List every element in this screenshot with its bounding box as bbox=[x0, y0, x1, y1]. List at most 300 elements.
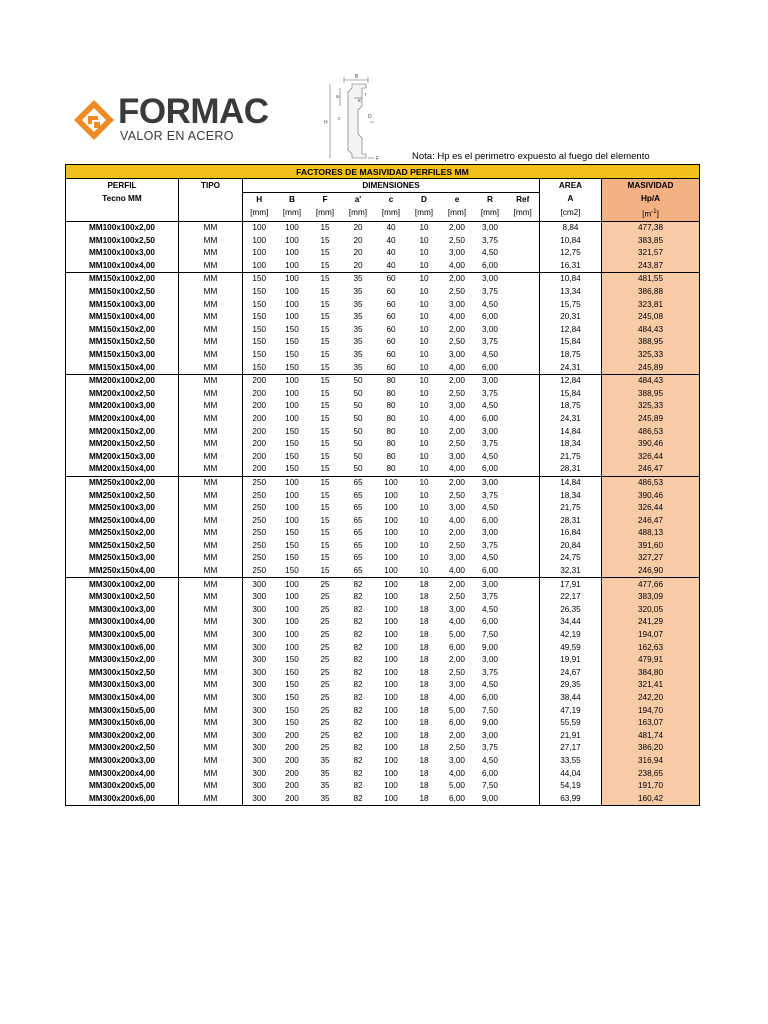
cell-area: 15,84 bbox=[540, 387, 602, 400]
cell-tipo: MM bbox=[179, 514, 243, 527]
cell-c: 100 bbox=[384, 718, 398, 728]
cell-a: 82 bbox=[353, 718, 363, 728]
cell-masividad: 163,07 bbox=[602, 717, 700, 730]
cell-h: 150 bbox=[252, 312, 267, 322]
cell-f: 35 bbox=[320, 768, 330, 778]
cell-perfil: MM300x200x6,00 bbox=[66, 792, 179, 805]
cell-ref bbox=[507, 387, 540, 400]
cell-masividad: 488,13 bbox=[602, 527, 700, 540]
cell-ref bbox=[507, 514, 540, 527]
cell-perfil: MM100x100x4,00 bbox=[66, 260, 179, 273]
cell-r: 6,00 bbox=[482, 693, 498, 702]
cell-h: 300 bbox=[252, 768, 267, 778]
cell-h: 200 bbox=[252, 426, 267, 436]
table-row bbox=[66, 654, 700, 667]
cell-e: 2,50 bbox=[449, 592, 465, 602]
cell-c: 40 bbox=[386, 248, 396, 258]
cell-h: 300 bbox=[252, 730, 267, 740]
table-row bbox=[66, 616, 700, 629]
cell-b: 150 bbox=[285, 655, 299, 665]
cell-f: 15 bbox=[320, 439, 330, 449]
cell-ref bbox=[507, 729, 540, 742]
cell-c: 100 bbox=[384, 680, 398, 690]
cell-b: 150 bbox=[276, 463, 309, 476]
cell-d: 18 bbox=[419, 718, 429, 728]
cell-area: 10,84 bbox=[540, 234, 602, 247]
cell-r: 4,50 bbox=[482, 553, 498, 563]
cell-masividad: 242,20 bbox=[602, 692, 700, 705]
cell-e: 3,00 bbox=[449, 451, 465, 461]
cell-masividad: 486,53 bbox=[602, 425, 700, 438]
cell-a: 65 bbox=[353, 553, 363, 563]
cell-r: 3,00 bbox=[482, 579, 498, 589]
cell-a: 35 bbox=[353, 324, 363, 334]
table-row bbox=[66, 450, 700, 463]
cell-perfil: MM150x100x4,00 bbox=[66, 311, 179, 324]
cell-h: 300 bbox=[252, 743, 267, 753]
cell-r: 6,00 bbox=[482, 515, 498, 525]
unit-h: [mm] bbox=[243, 206, 276, 221]
cell-f: 25 bbox=[320, 604, 330, 614]
cell-f: 25 bbox=[320, 680, 330, 690]
units-row bbox=[66, 206, 700, 221]
cell-d: 10 bbox=[419, 248, 429, 258]
cell-b: 100 bbox=[285, 287, 299, 296]
table-row bbox=[66, 641, 700, 654]
cell-f: 25 bbox=[320, 667, 330, 677]
cell-r: 3,00 bbox=[482, 477, 498, 487]
cell-r: 6,00 bbox=[474, 260, 507, 273]
cell-e: 3,00 bbox=[449, 503, 465, 513]
cell-area: 12,84 bbox=[540, 323, 602, 336]
cell-d: 18 bbox=[419, 604, 429, 614]
cell-area: 12,84 bbox=[540, 374, 602, 387]
cell-area: 33,55 bbox=[540, 755, 602, 768]
cell-r: 3,00 bbox=[482, 730, 498, 740]
cell-b: 100 bbox=[285, 592, 299, 602]
cell-h: 300 bbox=[252, 667, 267, 677]
cell-h: 150 bbox=[252, 337, 267, 347]
cell-area: 63,99 bbox=[540, 792, 602, 805]
cell-h: 300 bbox=[252, 617, 267, 627]
cell-a: 35 bbox=[342, 361, 375, 374]
cell-d: 18 bbox=[419, 730, 429, 740]
cell-area: 13,34 bbox=[540, 286, 602, 299]
cell-c: 60 bbox=[386, 324, 396, 334]
table-row bbox=[66, 704, 700, 717]
cell-tipo: MM bbox=[179, 323, 243, 336]
cell-perfil: MM300x100x3,00 bbox=[66, 604, 179, 617]
cell-f: 15 bbox=[320, 235, 330, 245]
table-row bbox=[66, 540, 700, 553]
note-text: Nota: Hp es el perimetro expuesto al fuego del elemento bbox=[412, 151, 650, 162]
cell-r: 3,75 bbox=[482, 743, 498, 753]
diagram-label-e: e bbox=[358, 98, 361, 104]
table-row bbox=[66, 273, 700, 286]
cell-e: 4,00 bbox=[441, 260, 474, 273]
cell-h: 250 bbox=[252, 503, 267, 513]
table-row bbox=[66, 361, 700, 374]
table-row bbox=[66, 514, 700, 527]
cell-b: 100 bbox=[285, 413, 299, 423]
header-c: c bbox=[388, 194, 394, 204]
table-row bbox=[66, 629, 700, 642]
cell-area: 24,31 bbox=[540, 413, 602, 426]
cell-d: 18 bbox=[419, 680, 429, 690]
cell-r: 4,50 bbox=[482, 503, 498, 513]
cell-e: 2,50 bbox=[449, 287, 465, 296]
cell-masividad: 194,70 bbox=[602, 704, 700, 717]
cell-e: 5,00 bbox=[449, 781, 465, 791]
cell-f: 15 bbox=[320, 515, 330, 525]
cell-a: 82 bbox=[353, 680, 363, 690]
cell-r: 4,50 bbox=[482, 604, 498, 614]
table-row bbox=[66, 387, 700, 400]
cell-h: 300 bbox=[252, 655, 267, 665]
cell-h: 300 bbox=[252, 755, 267, 765]
cell-d: 18 bbox=[419, 617, 429, 627]
cell-area: 16,31 bbox=[540, 260, 602, 273]
cell-f: 15 bbox=[320, 426, 330, 436]
cell-tipo: MM bbox=[179, 221, 243, 234]
cell-masividad: 388,95 bbox=[602, 387, 700, 400]
cell-a: 50 bbox=[353, 388, 363, 398]
cell-h: 100 bbox=[252, 248, 267, 258]
cell-masividad: 241,29 bbox=[602, 616, 700, 629]
cell-perfil: MM150x150x4,00 bbox=[66, 361, 179, 374]
cell-d: 18 bbox=[419, 743, 429, 753]
table-row bbox=[66, 349, 700, 362]
cell-c: 60 bbox=[386, 299, 396, 309]
cell-c: 100 bbox=[384, 617, 398, 627]
table-row bbox=[66, 374, 700, 387]
table-row bbox=[66, 667, 700, 680]
cell-b: 150 bbox=[285, 349, 299, 359]
cell-r: 6,00 bbox=[474, 565, 507, 578]
cell-f: 25 bbox=[320, 592, 330, 602]
cell-a: 82 bbox=[353, 667, 363, 677]
cell-tipo: MM bbox=[179, 361, 243, 374]
cell-masividad: 481,55 bbox=[602, 273, 700, 286]
cell-masividad: 323,81 bbox=[602, 298, 700, 311]
cell-r: 6,00 bbox=[482, 617, 498, 627]
formac-logo bbox=[72, 92, 272, 148]
cell-tipo: MM bbox=[179, 565, 243, 578]
cell-b: 200 bbox=[276, 792, 309, 805]
cell-tipo: MM bbox=[179, 692, 243, 705]
cell-tipo: MM bbox=[179, 767, 243, 780]
cell-area: 44,04 bbox=[540, 767, 602, 780]
cell-area: 12,75 bbox=[540, 247, 602, 260]
header-masividad: MASIVIDAD bbox=[602, 179, 700, 193]
cell-ref bbox=[507, 463, 540, 476]
cell-b: 150 bbox=[285, 680, 299, 690]
cell-tipo: MM bbox=[179, 438, 243, 451]
table-row bbox=[66, 463, 700, 476]
cell-ref bbox=[507, 311, 540, 324]
cell-area: 18,34 bbox=[540, 489, 602, 502]
cell-c: 100 bbox=[384, 528, 398, 538]
cell-h: 250 bbox=[252, 515, 267, 525]
cell-ref bbox=[507, 767, 540, 780]
cell-tipo: MM bbox=[179, 704, 243, 717]
cell-masividad: 194,07 bbox=[602, 629, 700, 642]
cell-masividad: 391,60 bbox=[602, 540, 700, 553]
cell-a: 82 bbox=[353, 743, 363, 753]
brand-tagline: VALOR EN ACERO bbox=[120, 129, 234, 143]
cell-area: 26,35 bbox=[540, 604, 602, 617]
cell-h: 100 bbox=[243, 260, 276, 273]
cell-d: 10 bbox=[419, 376, 429, 386]
units-blank-tipo bbox=[179, 206, 243, 221]
cell-ref bbox=[507, 604, 540, 617]
cell-ref bbox=[507, 679, 540, 692]
cell-d: 10 bbox=[408, 463, 441, 476]
cell-h: 150 bbox=[252, 299, 267, 309]
cell-r: 6,00 bbox=[482, 312, 498, 322]
cell-masividad: 321,57 bbox=[602, 247, 700, 260]
cell-masividad: 245,89 bbox=[602, 413, 700, 426]
cell-ref bbox=[507, 552, 540, 565]
cell-h: 300 bbox=[252, 604, 267, 614]
cell-e: 3,00 bbox=[449, 680, 465, 690]
cell-masividad: 162,63 bbox=[602, 641, 700, 654]
cell-c: 60 bbox=[386, 349, 396, 359]
cell-e: 2,00 bbox=[449, 477, 465, 487]
cell-area: 17,91 bbox=[540, 578, 602, 591]
cell-c: 80 bbox=[386, 388, 396, 398]
cell-e: 4,00 bbox=[441, 463, 474, 476]
table-row bbox=[66, 400, 700, 413]
cell-masividad: 321,41 bbox=[602, 679, 700, 692]
cell-perfil: MM250x100x4,00 bbox=[66, 514, 179, 527]
cell-e: 5,00 bbox=[449, 705, 465, 715]
unit-d: [mm] bbox=[408, 206, 441, 221]
cell-b: 100 bbox=[285, 235, 299, 245]
cell-e: 2,00 bbox=[449, 528, 465, 538]
cell-b: 150 bbox=[276, 361, 309, 374]
cell-e: 4,00 bbox=[441, 361, 474, 374]
cell-f: 15 bbox=[320, 324, 330, 334]
cell-perfil: MM300x100x2,50 bbox=[66, 591, 179, 604]
cell-perfil: MM250x150x2,00 bbox=[66, 527, 179, 540]
cell-e: 2,00 bbox=[449, 426, 465, 436]
cell-r: 4,50 bbox=[482, 349, 498, 359]
cell-masividad: 326,44 bbox=[602, 450, 700, 463]
cell-f: 15 bbox=[320, 287, 330, 296]
cell-tipo: MM bbox=[179, 336, 243, 349]
cell-tipo: MM bbox=[179, 679, 243, 692]
cell-d: 18 bbox=[419, 768, 429, 778]
cell-perfil: MM200x150x2,00 bbox=[66, 425, 179, 438]
cell-r: 6,00 bbox=[474, 361, 507, 374]
header-tipo-blank bbox=[179, 193, 243, 207]
cell-f: 25 bbox=[320, 718, 330, 728]
cell-h: 300 bbox=[252, 705, 267, 715]
cell-perfil: MM300x100x4,00 bbox=[66, 616, 179, 629]
cell-tipo: MM bbox=[179, 742, 243, 755]
cell-b: 100 bbox=[285, 630, 299, 640]
cell-tipo: MM bbox=[179, 729, 243, 742]
cell-tipo: MM bbox=[179, 413, 243, 426]
diagram-label-a: a bbox=[336, 94, 339, 100]
cell-masividad: 477,38 bbox=[602, 221, 700, 234]
table-row bbox=[66, 438, 700, 451]
cell-e: 2,50 bbox=[449, 439, 465, 449]
cell-ref bbox=[507, 349, 540, 362]
cell-tipo: MM bbox=[179, 286, 243, 299]
cell-masividad: 327,27 bbox=[602, 552, 700, 565]
unit-c: [mm] bbox=[375, 206, 408, 221]
cell-tipo: MM bbox=[179, 591, 243, 604]
cell-perfil: MM250x150x3,00 bbox=[66, 552, 179, 565]
cell-h: 250 bbox=[252, 553, 267, 563]
cell-h: 300 bbox=[252, 630, 267, 640]
cell-perfil: MM300x200x2,50 bbox=[66, 742, 179, 755]
header-tecno: Tecno MM bbox=[66, 193, 179, 207]
cell-masividad: 486,53 bbox=[602, 476, 700, 489]
cell-h: 200 bbox=[252, 413, 267, 423]
cell-a: 82 bbox=[353, 781, 363, 791]
cell-c: 40 bbox=[386, 235, 396, 245]
cell-masividad: 246,90 bbox=[602, 565, 700, 578]
cell-c: 80 bbox=[386, 376, 396, 386]
cell-perfil: MM300x200x5,00 bbox=[66, 780, 179, 793]
cell-h: 150 bbox=[252, 274, 267, 284]
cell-h: 200 bbox=[252, 451, 267, 461]
cell-h: 200 bbox=[252, 388, 267, 398]
table-row bbox=[66, 260, 700, 273]
cell-b: 100 bbox=[285, 503, 299, 513]
header-h: H bbox=[256, 194, 263, 204]
cell-b: 100 bbox=[285, 490, 299, 500]
header-hp-a: Hp/A bbox=[602, 193, 700, 207]
cell-e: 3,00 bbox=[449, 553, 465, 563]
cell-f: 15 bbox=[309, 565, 342, 578]
cell-c: 100 bbox=[375, 792, 408, 805]
diagram-label-c: c bbox=[338, 116, 341, 122]
cell-f: 25 bbox=[320, 743, 330, 753]
cell-d: 10 bbox=[419, 223, 429, 233]
cell-e: 2,50 bbox=[449, 337, 465, 347]
cell-f: 15 bbox=[320, 376, 330, 386]
cell-d: 10 bbox=[419, 312, 429, 322]
cell-masividad: 481,74 bbox=[602, 729, 700, 742]
cell-area: 28,31 bbox=[540, 514, 602, 527]
cell-masividad: 325,33 bbox=[602, 400, 700, 413]
cell-ref bbox=[507, 221, 540, 234]
cell-tipo: MM bbox=[179, 298, 243, 311]
cell-c: 100 bbox=[384, 693, 398, 702]
cell-ref bbox=[507, 578, 540, 591]
table-row bbox=[66, 336, 700, 349]
cell-e: 2,00 bbox=[449, 579, 465, 589]
cell-h: 250 bbox=[252, 490, 267, 500]
cell-f: 25 bbox=[320, 642, 330, 652]
cell-tipo: MM bbox=[179, 780, 243, 793]
unit-f: [mm] bbox=[309, 206, 342, 221]
cell-r: 4,50 bbox=[482, 248, 498, 258]
cell-a: 65 bbox=[353, 540, 363, 550]
cell-b: 100 bbox=[285, 388, 299, 398]
cell-r: 3,00 bbox=[482, 223, 498, 233]
cell-f: 15 bbox=[309, 260, 342, 273]
cell-perfil: MM200x150x4,00 bbox=[66, 463, 179, 476]
cell-e: 2,00 bbox=[449, 324, 465, 334]
cell-d: 10 bbox=[419, 540, 429, 550]
cell-perfil: MM150x150x3,00 bbox=[66, 349, 179, 362]
table-row bbox=[66, 565, 700, 578]
cell-ref bbox=[507, 476, 540, 489]
cell-perfil: MM150x100x2,00 bbox=[66, 273, 179, 286]
cell-masividad: 326,44 bbox=[602, 502, 700, 515]
unit-a: [mm] bbox=[342, 206, 375, 221]
cell-c: 100 bbox=[375, 565, 408, 578]
cell-a: 65 bbox=[353, 477, 363, 487]
cell-ref bbox=[507, 755, 540, 768]
cell-h: 300 bbox=[252, 718, 267, 728]
cell-e: 4,00 bbox=[441, 565, 474, 578]
table-row bbox=[66, 323, 700, 336]
cell-b: 100 bbox=[285, 515, 299, 525]
cell-r: 4,50 bbox=[482, 755, 498, 765]
table-row bbox=[66, 234, 700, 247]
cell-h: 150 bbox=[252, 349, 267, 359]
cell-ref bbox=[507, 400, 540, 413]
cell-c: 60 bbox=[386, 337, 396, 347]
cell-e: 3,00 bbox=[449, 248, 465, 258]
cell-f: 15 bbox=[320, 388, 330, 398]
cell-c: 100 bbox=[384, 540, 398, 550]
cell-c: 100 bbox=[384, 667, 398, 677]
table-row bbox=[66, 221, 700, 234]
cell-d: 18 bbox=[408, 792, 441, 805]
cell-r: 3,75 bbox=[482, 490, 498, 500]
cell-r: 3,75 bbox=[482, 667, 498, 677]
cell-c: 100 bbox=[384, 642, 398, 652]
header-row-1 bbox=[66, 179, 700, 193]
cell-f: 15 bbox=[320, 349, 330, 359]
cell-h: 300 bbox=[252, 642, 267, 652]
cell-area: 8,84 bbox=[540, 221, 602, 234]
cell-ref bbox=[507, 565, 540, 578]
cell-perfil: MM200x100x3,00 bbox=[66, 400, 179, 413]
table-row bbox=[66, 591, 700, 604]
cell-area: 55,59 bbox=[540, 717, 602, 730]
cell-ref bbox=[507, 780, 540, 793]
cell-d: 10 bbox=[419, 413, 429, 423]
cell-c: 100 bbox=[384, 705, 398, 715]
cell-h: 300 bbox=[252, 781, 267, 791]
cell-a: 35 bbox=[353, 337, 363, 347]
cell-b: 150 bbox=[285, 528, 299, 538]
cell-ref bbox=[507, 717, 540, 730]
cell-d: 10 bbox=[419, 528, 429, 538]
cell-masividad: 245,89 bbox=[602, 361, 700, 374]
cell-e: 2,50 bbox=[449, 388, 465, 398]
cell-perfil: MM250x100x3,00 bbox=[66, 502, 179, 515]
cell-f: 15 bbox=[320, 248, 330, 258]
cell-tipo: MM bbox=[179, 502, 243, 515]
cell-r: 4,50 bbox=[482, 401, 498, 411]
cell-area: 15,75 bbox=[540, 298, 602, 311]
cell-ref bbox=[507, 425, 540, 438]
cell-c: 100 bbox=[384, 755, 398, 765]
cell-ref bbox=[507, 654, 540, 667]
cell-tipo: MM bbox=[179, 476, 243, 489]
cell-f: 15 bbox=[320, 553, 330, 563]
cell-f: 25 bbox=[320, 617, 330, 627]
